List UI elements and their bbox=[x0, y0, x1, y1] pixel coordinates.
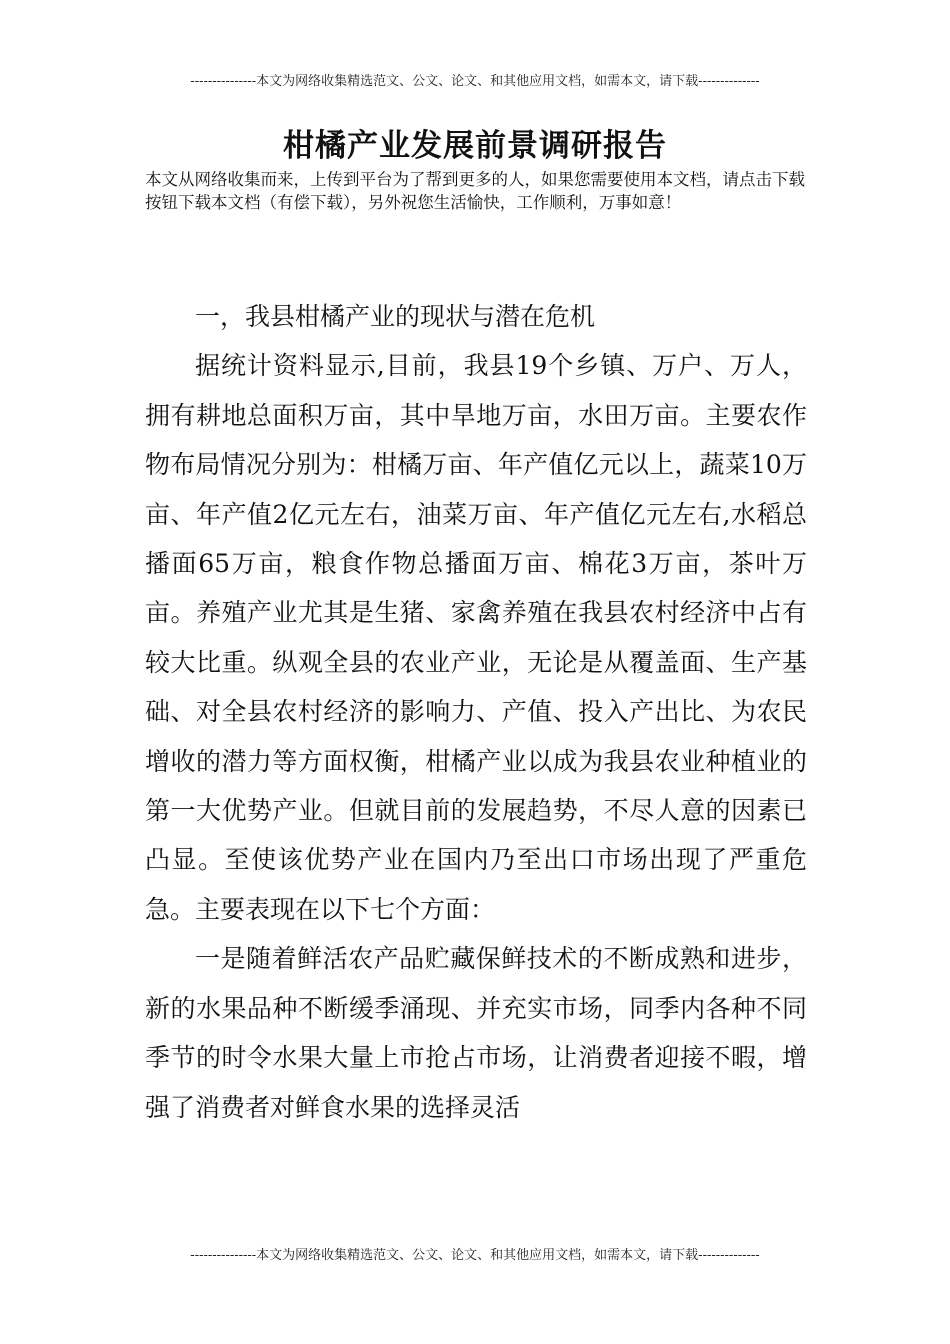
download-notice: 本文从网络收集而来，上传到平台为了帮到更多的人，如果您需要使用本文档，请点击下载按钮下载本文档（有偿下载），另外祝您生活愉快，工作顺利，万事如意！ bbox=[145, 170, 805, 212]
page-footer: ---------------本文为网络收集精选范文、公文、论文、和其他应用文档，如需本文，请下载-------------- bbox=[190, 1248, 760, 1263]
document-body bbox=[145, 292, 807, 1132]
paragraph: 一是随着鲜活农产品贮藏保鲜技术的不断成熟和进步，新的水果品种不断缓季涌现、并充实市场，同季内各种不同季节的时令水果大量上市抢占市场，让消费者迎接不暇，增强了消费者对鲜食水果的选择灵活 bbox=[145, 944, 807, 1122]
section-heading: 一，我县柑橘产业的现状与潜在危机 bbox=[195, 302, 596, 331]
document-title: 柑橘产业发展前景调研报告 bbox=[283, 128, 667, 164]
paragraph: 据统计资料显示,目前，我县19个乡镇、万户、万人，拥有耕地总面积万亩，其中旱地万亩，水田万亩。主要农作物布局情况分别为：柑橘万亩、年产值亿元以上，蔬菜10万亩、年产值2亿元左右，油菜万亩、年产值亿元左右,水稻总播面65万亩，粮食作物总播面万亩、棉花3万亩，茶叶万亩。养殖产业尤其是生猪、家禽养殖在我县农村经济中占有较大比重。纵观全县的农业产业，无论是从覆盖面、生产基础、对全县农村经济的影响力、产值、投入产出比、为农民增收的潜力等方面权衡，柑橘产业以成为我县农业种植业的第一大优势产业。但就目前的发展趋势，不尽人意的因素已凸显。至使该优势产业在国内乃至出口市场出现了严重危急。主要表现在以下七个方面： bbox=[145, 351, 807, 924]
page-header: ---------------本文为网络收集精选范文、公文、论文、和其他应用文档，如需本文，请下载-------------- bbox=[190, 74, 760, 89]
